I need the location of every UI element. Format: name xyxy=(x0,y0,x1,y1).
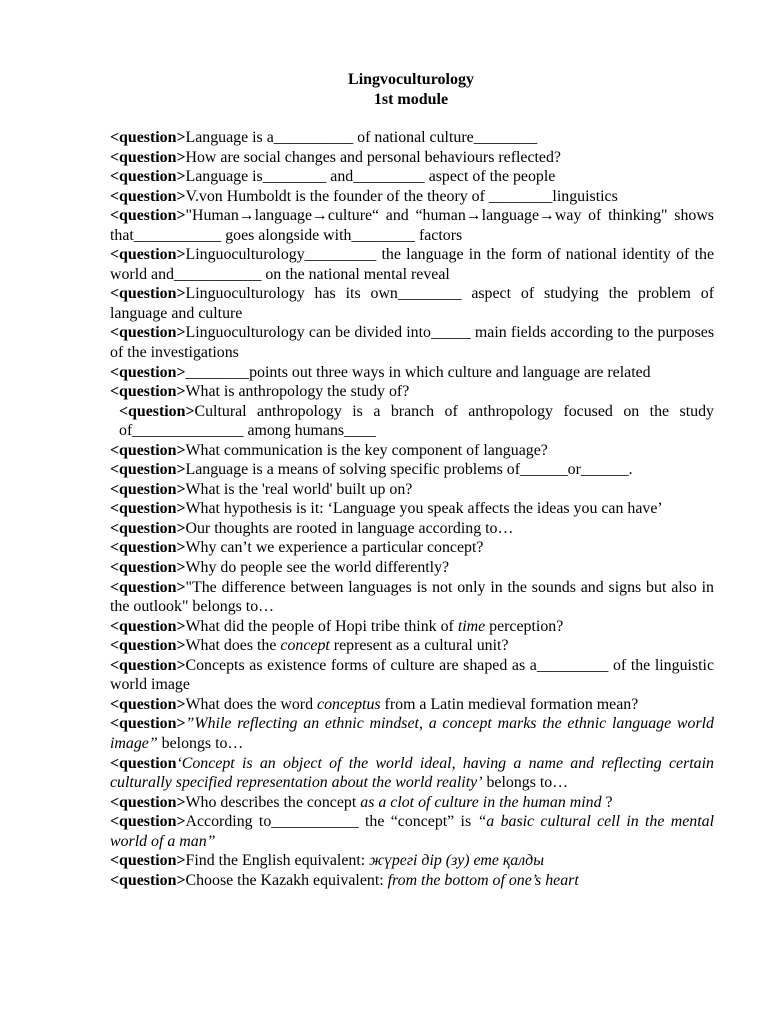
question-tag: <question> xyxy=(110,285,186,303)
question-tag: <question> xyxy=(110,187,186,205)
question-tag: <question> xyxy=(110,441,186,459)
question-tag: <question> xyxy=(110,129,186,146)
question-item xyxy=(110,519,714,539)
question-item xyxy=(110,636,714,656)
question-text: as a clot of culture in the human mind xyxy=(360,793,602,811)
question-item xyxy=(110,128,714,148)
question-tag: <question> xyxy=(110,871,186,889)
question-text: How are social changes and personal behaviours reflected? xyxy=(185,148,561,166)
question-tag: <question> xyxy=(110,695,186,713)
question-item xyxy=(110,558,714,578)
question-tag: <question> xyxy=(110,168,186,186)
question-item xyxy=(110,695,714,715)
question-text: What does the xyxy=(185,637,281,655)
question-text: ? xyxy=(601,793,613,811)
question-item xyxy=(110,714,714,753)
question-text: What is anthropology the study of? xyxy=(185,383,410,401)
question-text: concept xyxy=(280,637,330,655)
question-item xyxy=(110,617,714,637)
question-text: Language is a__________ of national culture________ xyxy=(185,129,538,146)
question-text: What is the 'real world' built up on? xyxy=(185,480,413,498)
question-item xyxy=(110,480,714,500)
question-text: What does the word xyxy=(185,695,318,713)
question-text: “a basic cultural cell in the mental world of a man” xyxy=(110,813,714,850)
question-item xyxy=(110,499,714,519)
question-text: Why do people see the world differently? xyxy=(185,559,450,577)
question-text: "The difference between languages is not only in the sounds and signs but also in the outlook" belongs to… xyxy=(110,578,714,616)
document-subtitle: 1st module xyxy=(373,90,449,108)
question-text: conceptus xyxy=(317,695,381,713)
question-item xyxy=(110,851,714,871)
question-item xyxy=(110,187,714,207)
question-text: perception? xyxy=(485,617,564,635)
question-text: ________points out three ways in which culture and language are related xyxy=(185,363,651,381)
question-item xyxy=(110,754,714,793)
question-text: Cultural anthropology is a branch of anthropology focused on the study of______________ among humans____ xyxy=(119,402,714,440)
question-tag: <question> xyxy=(110,207,186,225)
question-tag: <question xyxy=(110,754,177,772)
question-tag: <question> xyxy=(110,715,186,733)
question-item xyxy=(110,578,714,617)
question-text: V.von Humboldt is the founder of the theory of ________linguistics xyxy=(185,187,618,205)
question-item xyxy=(110,284,714,323)
document-title: Lingvoculturology xyxy=(348,71,474,88)
question-item xyxy=(110,148,714,168)
question-text: Linguoculturology can be divided into_____ main fields according to the purposes of the investigations xyxy=(110,324,714,362)
question-tag: <question> xyxy=(110,383,186,401)
question-text: time xyxy=(457,617,486,635)
question-tag: <question> xyxy=(110,637,186,655)
question-item xyxy=(110,538,714,558)
question-item xyxy=(110,402,714,441)
question-item xyxy=(110,656,714,695)
question-tag: <question> xyxy=(110,656,186,674)
question-list xyxy=(110,128,714,890)
question-text: from the bottom of one’s heart xyxy=(387,871,579,889)
question-text: belongs to… xyxy=(157,734,244,752)
question-item xyxy=(110,245,714,284)
question-tag: <question> xyxy=(110,480,186,498)
question-text: ‘Concept is an object of the world ideal, having a name and reflecting certain culturally specified representation about the world reality’ xyxy=(110,754,714,792)
question-text: represent as a cultural unit? xyxy=(329,637,509,655)
question-item xyxy=(110,206,714,245)
question-tag: <question> xyxy=(110,852,186,870)
question-tag: <question> xyxy=(110,324,186,342)
question-text: According to___________ the “concept” is xyxy=(185,813,478,831)
question-tag: <question> xyxy=(110,500,186,518)
question-text: Our thoughts are rooted in language according to… xyxy=(185,519,514,537)
question-tag: <question> xyxy=(110,793,186,811)
question-text: Choose the Kazakh equivalent: xyxy=(185,871,388,889)
question-tag: <question> xyxy=(110,148,186,166)
question-text: Linguoculturology has its own________ aspect of studying the problem of language and culture xyxy=(110,285,714,322)
question-text: Linguoculturology_________ the language in the form of national identity of the world and___________ on the national mental reveal xyxy=(110,246,714,283)
question-tag: <question> xyxy=(119,402,195,420)
question-tag: <question> xyxy=(110,539,186,557)
question-tag: <question> xyxy=(110,617,186,635)
question-item xyxy=(110,382,714,402)
question-text: from a Latin medieval formation mean? xyxy=(380,695,639,713)
question-item xyxy=(110,460,714,480)
question-text: Language is a means of solving specific problems of______or______. xyxy=(185,461,633,479)
question-text: belongs to… xyxy=(482,774,569,792)
question-item xyxy=(110,363,714,383)
question-text: жүрегі дір (зу) ете қалды xyxy=(369,852,544,870)
question-item xyxy=(110,793,714,813)
question-tag: <question> xyxy=(110,461,186,479)
question-text: Find the English equivalent: xyxy=(185,852,370,870)
question-tag: <question> xyxy=(110,813,186,831)
question-text: What did the people of Hopi tribe think of xyxy=(185,617,458,635)
question-item xyxy=(110,441,714,461)
title-block xyxy=(0,70,768,109)
question-tag: <question> xyxy=(110,363,186,381)
question-text: Language is________ and_________ aspect of the people xyxy=(185,168,556,186)
question-text: ”While reflecting an ethnic mindset, a concept marks the ethnic language world image” xyxy=(110,715,714,752)
question-item xyxy=(110,871,714,891)
question-text: Concepts as existence forms of culture are shaped as a_________ of the linguistic world image xyxy=(110,656,714,694)
question-tag: <question> xyxy=(110,559,186,577)
question-item xyxy=(110,812,714,851)
question-tag: <question> xyxy=(110,578,186,596)
question-item xyxy=(110,323,714,362)
question-text: Who describes the concept xyxy=(185,793,361,811)
question-tag: <question> xyxy=(110,519,186,537)
question-text: Why can’t we experience a particular concept? xyxy=(185,539,484,557)
question-text: What hypothesis is it: ‘Language you speak affects the ideas you can have’ xyxy=(185,500,663,518)
question-item xyxy=(110,167,714,187)
question-text: "Human→language→culture“ and “human→language→way of thinking" shows that___________ goes alongside with________ factors xyxy=(110,207,714,244)
question-text: What communication is the key component of language? xyxy=(185,441,548,459)
question-tag: <question> xyxy=(110,246,186,264)
